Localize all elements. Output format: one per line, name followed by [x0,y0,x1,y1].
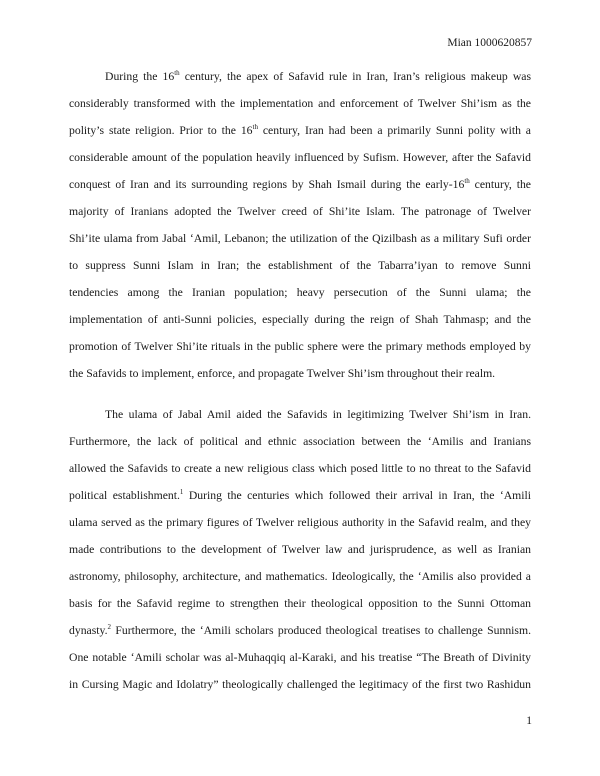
footnote-ref: 1 [179,488,184,497]
footnote-ref: 2 [107,623,112,632]
body-line: ulama served as the primary figures of Twelver religious authority in the Safavid realm, and they [69,516,531,529]
page-number: 1 [526,715,532,727]
body-line: the Safavids to implement, enforce, and propagate Twelver Shi’ism throughout their realm. [69,367,496,380]
body-line: conquest of Iran and its surrounding regions by Shah Ismail during the early-16th century, the [69,177,531,191]
body-line: One notable ‘Amili scholar was al-Muhaqqiq al-Karaki, and his treatise “The Breath of Divinity [69,651,531,664]
superscript: th [252,123,258,132]
body-line: considerably transformed with the implementation and enforcement of Twelver Shi’ism as the [69,97,531,110]
superscript: th [464,177,470,186]
body-line: basis for the Safavid regime to strengthen their theological opposition to the Sunni Ottoman [69,597,531,610]
body-line: promotion of Twelver Shi’ite rituals in the public sphere were the primary methods employed by [69,340,531,353]
body-line: The ulama of Jabal Amil aided the Safavids in legitimizing Twelver Shi’ism in Iran. [105,408,531,421]
body-line: to suppress Sunni Islam in Iran; the establishment of the Tabarra’iyan to remove Sunni [69,259,531,272]
running-header: Mian 1000620857 [447,37,532,49]
body-line: considerable amount of the population heavily influenced by Sufism. However, after the Safavid [69,151,531,164]
body-line: tendencies among the Iranian population; heavy persecution of the Sunni ulama; the [69,286,531,299]
body-line: During the 16th century, the apex of Safavid rule in Iran, Iran’s religious makeup was [105,69,532,83]
body-line: allowed the Safavids to create a new religious class which posed little to no threat to the Safavid [69,462,531,475]
body-line: dynasty.$^2$ Furthermore, the ‘Amili scholars produced theological treatises to challenge Sunnism. [69,623,531,637]
body-line: majority of Iranians adopted the Twelver creed of Shi’ite Islam. The patronage of Twelver [69,205,531,218]
body-line: political establishment.$^1$ During the centuries which followed their arrival in Iran, the ‘Amili [69,488,531,502]
body-line: in Cursing Magic and Idolatry” theologically challenged the legitimacy of the first two Rashidun [69,678,531,691]
superscript: th [174,69,180,78]
body-line: Shi’ite ulama from Jabal ‘Amil, Lebanon; the utilization of the Qizilbash as a military Sufi order [69,232,531,245]
body-line: astronomy, philosophy, architecture, and mathematics. Ideologically, the ‘Amilis also provided a [69,570,531,583]
body-line: made contributions to the development of Twelver law and jurisprudence, as well as Iranian [69,543,531,556]
body-line: Furthermore, the lack of political and ethnic association between the ‘Amilis and Iranians [69,435,531,448]
body-line: implementation of anti-Sunni policies, especially during the reign of Shah Tahmasp; and the [69,313,531,326]
body-line: polity’s state religion. Prior to the 16th century, Iran had been a primarily Sunni polity with a [69,123,531,137]
